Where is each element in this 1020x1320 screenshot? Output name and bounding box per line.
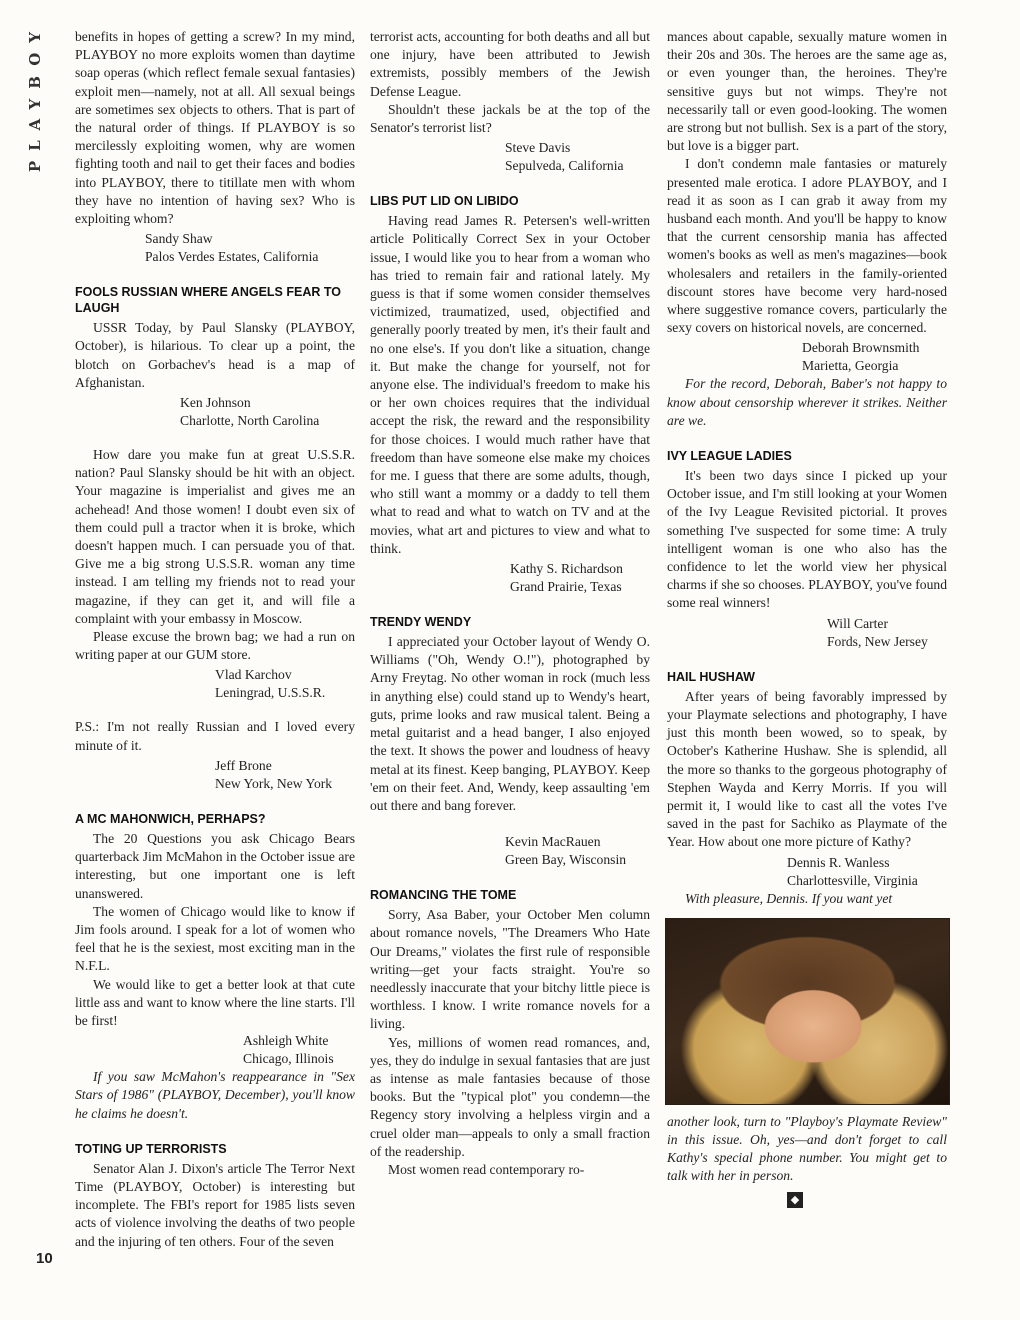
signature-place: New York, New York xyxy=(215,775,333,791)
signature-name: Kevin MacRauen xyxy=(505,834,601,850)
editor-note: With pleasure, Dennis. If you want yet xyxy=(685,890,893,906)
letter-heading: HAIL HUSHAW xyxy=(667,669,755,684)
signature-name: Deborah Brownsmith xyxy=(802,340,920,356)
letter-heading: FOOLS RUSSIAN WHERE ANGELS FEAR TO LAUGH xyxy=(75,285,341,316)
signature xyxy=(75,230,355,266)
letter-paragraph: Having read James R. Petersen's well-written article Politically Correct Sex in your October issue, I would like you to hear from a woman who has tried to remain fair and rational lately. My guess is that if some women consider themselves victimized, traumatized, used, objectified and generally poorly treated by men, it's their fault and no one else's. If you don't like a situation, change it. But make the change for yourself, not for anyone else. The individual's freedom to make his or her own choices requires that the individual accept the risk, the reward and the responsibility for those choices. I would much rather have that freedom than have someone else make my choices for me. I guess that there are some adults, though, who still want a mommy or a daddy to tell them what to read and what to watch on TV and at the movies, what art and pictures to view and what to think. xyxy=(370,213,650,556)
signature xyxy=(370,560,650,596)
signature-place: Grand Prairie, Texas xyxy=(510,579,622,595)
signature-place: Marietta, Georgia xyxy=(802,358,899,374)
signature-place: Charlottesville, Virginia xyxy=(787,872,918,888)
letter-paragraph: benefits in hopes of getting a screw? In my mind, PLAYBOY no more exploits women than daytime soap operas (which reflect female sexual fantasies) exploit men—namely, not at all. All sexual beings are sometimes sex objects to others. That is part of the natural order of things. If PLAYBOY is so mercilessly exploiting women, why are women fighting tooth and nail to get their faces and bodies into PLAYBOY, there to titillate men with whom they have no intention of having sex? Who is exploiting whom? xyxy=(75,29,355,227)
letter-paragraph: It's been two days since I picked up your October issue, and I'm still looking at your Women of the Ivy League Revisited pictorial. It proves something I've suspected for some time: A truly intelligent woman is one who also has the confidence to let the world view her physical charms if she so chooses. PLAYBOY, you've found some real winners! xyxy=(667,468,947,611)
column-2 xyxy=(370,28,650,1179)
letter-heading: TOTING UP TERRORISTS xyxy=(75,1141,227,1156)
signature-name: Kathy S. Richardson xyxy=(510,561,623,577)
letter-paragraph: Shouldn't these jackals be at the top of the Senator's terrorist list? xyxy=(370,101,650,136)
signature-place: Chicago, Illinois xyxy=(243,1051,334,1067)
letter-paragraph: Yes, millions of women read romances, and, yes, they do indulge in sexual fantasies that are just as intense as male fantasies because of those books. But the "typical plot" you condemn—the Regency story involving a helpless virgin and a cruel older man—appeals to only a small fraction of the readership. xyxy=(370,1034,650,1159)
signature-name: Dennis R. Wanless xyxy=(787,854,890,870)
letter-heading: IVY LEAGUE LADIES xyxy=(667,449,792,464)
signature-place: Green Bay, Wisconsin xyxy=(505,852,627,868)
masthead: PLAYBOY xyxy=(26,22,44,173)
signature-name: Steve Davis xyxy=(505,140,571,156)
letter-paragraph: The 20 Questions you ask Chicago Bears quarterback Jim McMahon in the October issue are interesting, but one important one is left unanswered. xyxy=(75,830,355,901)
letter-heading: LIBS PUT LID ON LIBIDO xyxy=(370,194,519,209)
page-number: 10 xyxy=(36,1250,53,1267)
signature xyxy=(667,339,947,375)
signature-place: Charlotte, North Carolina xyxy=(180,413,320,429)
signature xyxy=(75,1032,355,1068)
signature-place: Sepulveda, California xyxy=(505,158,624,174)
signature xyxy=(370,833,650,869)
editor-note: If you saw McMahon's reappearance in "Sex Stars of 1986" (PLAYBOY, December), you'll know he claims he doesn't. xyxy=(75,1069,355,1121)
signature xyxy=(75,666,355,702)
signature-name: Ashleigh White xyxy=(243,1033,329,1049)
letter-paragraph: Please excuse the brown bag; we had a run on writing paper at our GUM store. xyxy=(75,629,355,663)
signature-name: Vlad Karchov xyxy=(215,667,292,683)
signature xyxy=(667,615,947,651)
column-3 xyxy=(667,28,947,1208)
signature-place: Palos Verdes Estates, California xyxy=(145,249,319,265)
letter-paragraph: terrorist acts, accounting for both deaths and all but one injury, have been attributed to Jewish extremists, possibly members of the Jewish Defense League. xyxy=(370,29,650,99)
letter-paragraph: I appreciated your October layout of Wendy O. Williams ("Oh, Wendy O.!"), photographed by Arny Freytag. No other woman in rock (much less in anything else) could stand up to Wendy's heart, guts, prime looks and raw musical talent. Being a metal guitarist and a head banger, I also enjoyed the text. It shows the power and loudness of heavy metal at its finest. Keep banging, PLAYBOY. Keep 'em on their feet. And, Wendy, keep assaulting 'em out there and bang forever. xyxy=(370,634,650,813)
letter-paragraph: We would like to get a better look at that cute little ass and want to know where the line starts. I'll be first! xyxy=(75,976,355,1028)
signature-name: Sandy Shaw xyxy=(145,231,213,247)
letter-paragraph: Sorry, Asa Baber, your October Men column about romance novels, "The Dreamers Who Hate Our Dreams," violates the first rule of responsible writing—get your facts straight. You're so needlessly inaccurate that your bitchy little piece is worthless. I know. I write romance novels for a living. xyxy=(370,907,650,1032)
signature-name: Ken Johnson xyxy=(180,395,251,411)
signature-place: Leningrad, U.S.S.R. xyxy=(215,685,326,701)
editor-note: another look, turn to "Playboy's Playmate Review" in this issue. Oh, yes—and don't forget to call Kathy's special phone number. You might get to talk with her in person. xyxy=(667,1113,947,1184)
signature xyxy=(75,757,355,793)
signature-name: Will Carter xyxy=(827,615,888,631)
column-1 xyxy=(75,28,355,1251)
letter-paragraph: Most women read contemporary ro- xyxy=(388,1161,585,1177)
signature xyxy=(75,394,355,430)
letter-paragraph: Senator Alan J. Dixon's article The Terror Next Time (PLAYBOY, October) is interesting but incomplete. The FBI's report for 1985 lists seven acts of violence involving the deaths of two people and the injuring of ten others. Four of the seven xyxy=(75,1160,355,1249)
signature-place: Fords, New Jersey xyxy=(827,633,928,649)
editor-note: For the record, Deborah, Baber's not happy to know about censorship wherever it strikes. Neither are we. xyxy=(667,376,947,428)
letter-paragraph: USSR Today, by Paul Slansky (PLAYBOY, October), is hilarious. To clear up a point, the blotch on Gorbachev's head is a map of Afghanistan. xyxy=(75,320,355,390)
letter-paragraph: I don't condemn male fantasies or maturely presented male erotica. I adore PLAYBOY, and I read it as soon as I can grab it away from my husband each month. And you'll be happy to know that the current censorship mania has affected women's books as well as men's magazines—book wholesalers and retailers in the family-oriented discount stores have become very hard-nosed where suggestive romance covers, particularly the sexy covers on historical novels, are concerned. xyxy=(667,156,947,336)
signature xyxy=(370,139,650,175)
letter-paragraph: P.S.: I'm not really Russian and I loved every minute of it. xyxy=(75,719,355,753)
signature xyxy=(667,854,947,890)
letter-paragraph: The women of Chicago would like to know if Jim fools around. I speak for a lot of women who feel that he is the sexiest, most exciting man in the N.F.L. xyxy=(75,903,355,974)
rabbit-logo-icon: ◆ xyxy=(787,1192,803,1208)
playmate-photo xyxy=(665,918,950,1105)
letter-heading: TRENDY WENDY xyxy=(370,615,472,630)
letter-heading: ROMANCING THE TOME xyxy=(370,888,517,903)
letter-paragraph: How dare you make fun at great U.S.S.R. nation? Paul Slansky should be hit with an object. Your magazine is imperialist and gives me an achehead! And those women! I doubt even six of them could pull a tractor when it is broke, which doesn't happen much. I can persuade you of that. Give me a big strong U.S.S.R. woman any time instead. I am telling my friends not to read your magazine, if they can get it, and will file a complaint with your embassy in Moscow. xyxy=(75,447,355,626)
letter-paragraph: After years of being favorably impressed by your Playmate selections and photography, I have just this month been wowed, so to speak, by October's Katherine Hushaw. She is splendid, all the more so thanks to the gorgeous photography of Stephen Wayda and Kerry Morris. If you will permit it, I would like to cast all the votes I've saved in the past for Sachiko as Playmate of the Year. How about one more picture of Kathy? xyxy=(667,688,947,850)
letter-paragraph: mances about capable, sexually mature women in their 20s and 30s. The heroes are the same age as, or even younger than, the heroines. They're sensitive guys but not wimps. They're not necessarily tall or even good-looking. The women are strong but not bullish. Sex is a part of the story, but love is a bigger part. xyxy=(667,29,947,154)
signature-name: Jeff Brone xyxy=(215,757,272,773)
letter-heading: A MC MAHONWICH, PERHAPS? xyxy=(75,811,266,826)
